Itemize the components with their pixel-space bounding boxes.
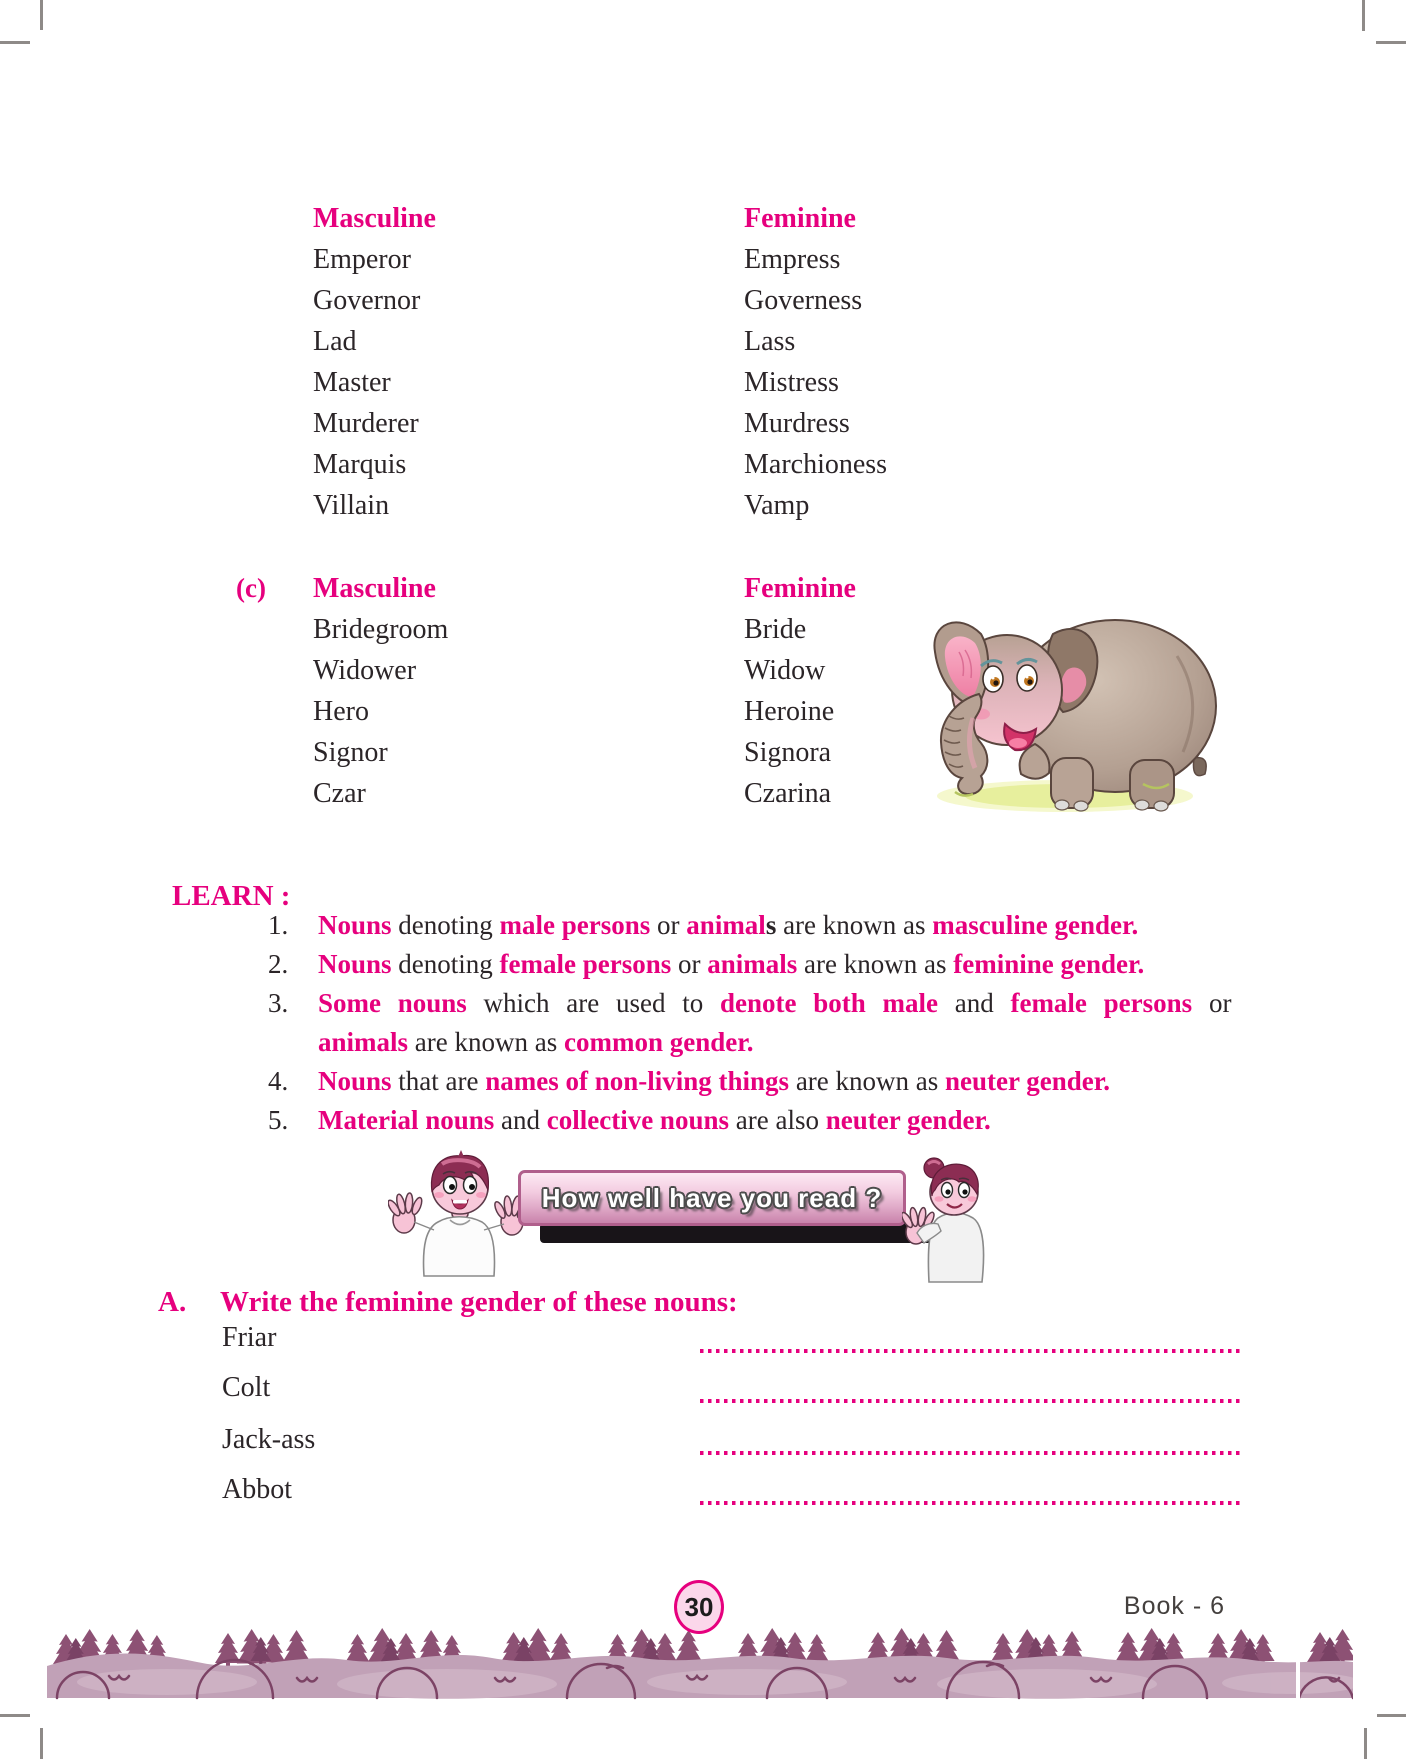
feminine-column (744, 198, 887, 526)
noun: Villain (313, 490, 390, 521)
noun: Czar (313, 778, 366, 809)
noun: Widower (313, 655, 417, 686)
noun: Bride (744, 614, 807, 645)
page-number: 30 (684, 1591, 714, 1622)
exercise-a-label: A. (158, 1286, 187, 1318)
noun: Bridegroom (313, 614, 449, 645)
exercise-row (222, 1470, 1252, 1510)
learn-item (268, 1101, 1268, 1140)
noun: Signor (313, 737, 388, 768)
crop-mark (1364, 1728, 1367, 1759)
answer-line[interactable] (700, 1501, 1240, 1505)
learn-item (268, 906, 1268, 945)
noun: Lass (744, 326, 796, 357)
learn-text: Material nouns and collective nouns are also neuter gender. (318, 1105, 991, 1135)
noun: Mistress (744, 367, 839, 398)
item-number: 5. (268, 1105, 289, 1135)
masculine-header: Masculine (313, 573, 436, 604)
girl-icon (902, 1156, 1002, 1290)
girl-cartoon (902, 1156, 1002, 1290)
exercise-noun: Friar (222, 1322, 277, 1353)
learn-item (268, 1023, 1268, 1062)
elephant-illustration (915, 578, 1230, 818)
crop-mark (1362, 0, 1365, 31)
item-number: 1. (268, 910, 289, 940)
boy-cartoon (388, 1150, 528, 1282)
noun: Empress (744, 244, 841, 275)
noun: Marquis (313, 449, 407, 480)
learn-text: Nouns denoting male persons or animals are known as masculine gender. (318, 910, 1139, 940)
noun: Widow (744, 655, 826, 686)
learn-list (268, 906, 1268, 1140)
crop-mark (1377, 1714, 1406, 1717)
learn-item (268, 945, 1268, 984)
answer-line[interactable] (700, 1399, 1240, 1403)
noun: Czarina (744, 778, 832, 809)
boy-icon (388, 1150, 528, 1282)
list-marker-c: (c) (236, 573, 266, 603)
item-number: 4. (268, 1066, 289, 1096)
exercise-noun: Abbot (222, 1474, 292, 1505)
noun: Vamp (744, 490, 810, 521)
gender-table-1 (313, 198, 1113, 528)
noun: Emperor (313, 244, 411, 275)
noun: Murdress (744, 408, 850, 439)
crop-mark (40, 0, 43, 30)
banner-title: How well have you read ? (541, 1182, 883, 1213)
feminine-header: Feminine (744, 573, 856, 604)
answer-line[interactable] (700, 1451, 1240, 1455)
crop-mark (0, 1714, 30, 1717)
feminine-header: Feminine (744, 203, 856, 234)
item-number: 3. (268, 988, 289, 1018)
noun: Lad (313, 326, 357, 357)
learn-text: Nouns that are names of non-living things are known as neuter gender. (318, 1066, 1111, 1096)
crop-mark (0, 41, 30, 44)
book-label: Book - 6 (1123, 1592, 1225, 1620)
learn-item (268, 1062, 1268, 1101)
elephant-icon (915, 578, 1230, 818)
exercise-noun: Jack-ass (222, 1424, 316, 1455)
feminine-column (744, 568, 856, 814)
noun: Master (313, 367, 391, 398)
learn-heading: LEARN : (172, 880, 291, 912)
exercise-row (222, 1420, 1252, 1460)
learn-item (268, 984, 1268, 1023)
noun: Governor (313, 285, 421, 316)
item-number: 2. (268, 949, 289, 979)
noun: Heroine (744, 696, 835, 727)
exercise-a-title: Write the feminine gender of these nouns: (220, 1286, 738, 1318)
exercise-row (222, 1368, 1252, 1408)
exercise-row (222, 1318, 1252, 1358)
masculine-column (313, 568, 448, 814)
learn-text: animals are known as common gender. (318, 1027, 754, 1057)
noun: Hero (313, 696, 369, 727)
learn-text: Some nouns which are used to denote both male and female persons or (318, 988, 1232, 1018)
answer-line[interactable] (700, 1349, 1240, 1353)
masculine-header: Masculine (313, 203, 436, 234)
noun: Murderer (313, 408, 419, 439)
banner-shadow (540, 1223, 938, 1243)
page-number-badge (674, 1580, 724, 1634)
learn-text: Nouns denoting female persons or animals are known as feminine gender. (318, 949, 1145, 979)
crop-mark (1376, 41, 1406, 44)
banner (518, 1170, 906, 1226)
crop-mark (40, 1728, 43, 1759)
noun: Marchioness (744, 449, 888, 480)
noun: Signora (744, 737, 832, 768)
masculine-column (313, 198, 436, 526)
exercise-noun: Colt (222, 1372, 271, 1403)
noun: Governess (744, 285, 863, 316)
